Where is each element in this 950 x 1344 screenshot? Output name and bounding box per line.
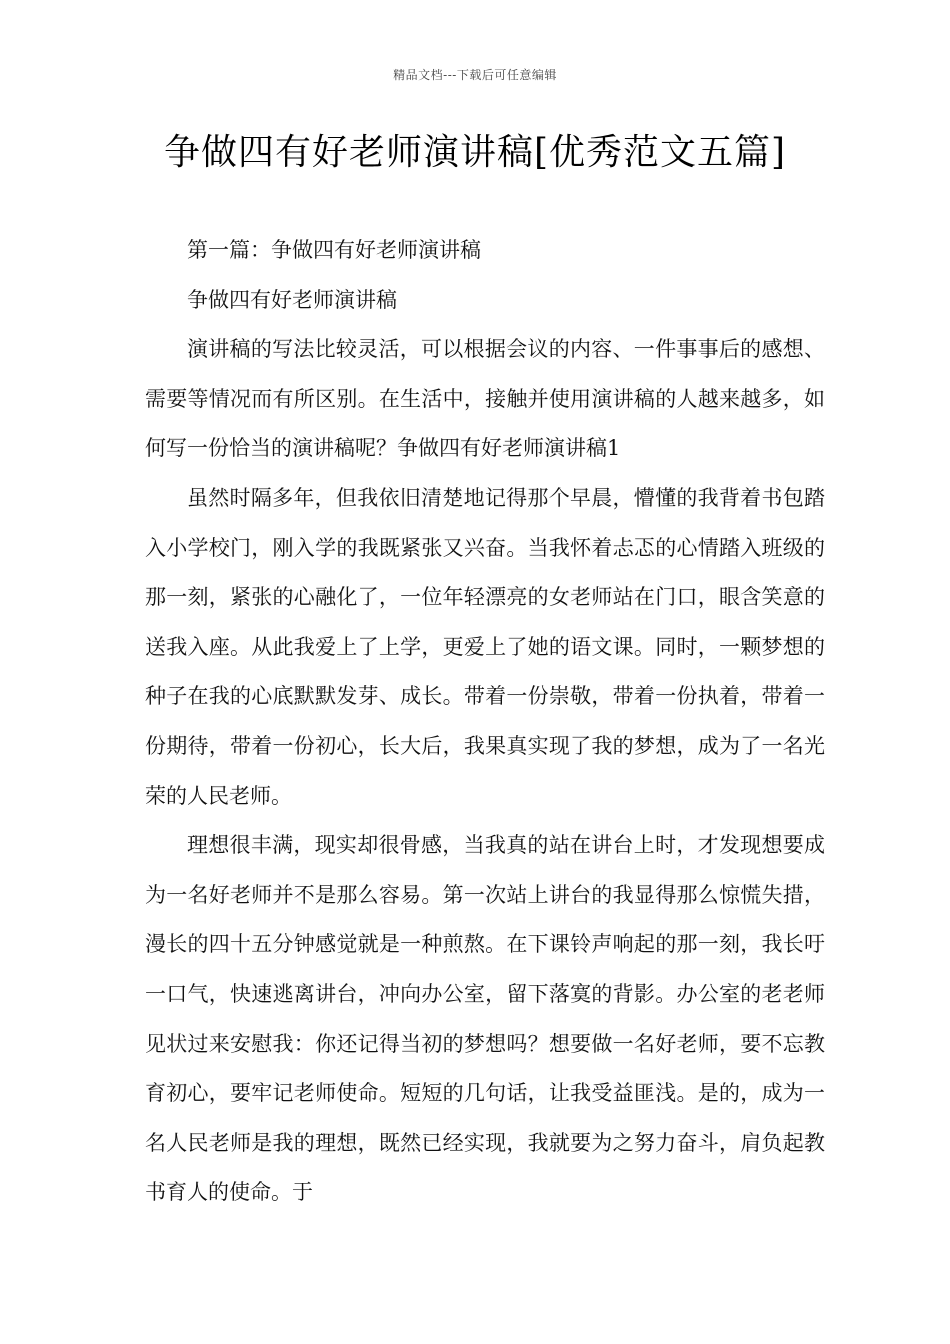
document-body — [145, 226, 825, 1218]
paragraph: 虽然时隔多年，但我依旧清楚地记得那个早晨，懵懂的我背着书包踏入小学校门，刚入学的我既紧张又兴奋。当我怀着忐忑的心情踏入班级的那一刻，紧张的心融化了，一位年轻漂亮的女老师站在门口，眼含笑意的送我入座。从此我爱上了上学，更爱上了她的语文课。同时，一颗梦想的种子在我的心底默默发芽、成长。带着一份崇敬，带着一份执着，带着一份期待，带着一份初心，长大后，我果真实现了我的梦想，成为了一名光荣的人民老师。 — [145, 485, 825, 808]
header-note: 精品文档---下载后可任意编辑 — [393, 68, 557, 82]
document-title: 争做四有好老师演讲稿[优秀范文五篇] — [163, 132, 787, 173]
paragraph-section-heading: 第一篇：争做四有好老师演讲稿 — [187, 238, 481, 262]
paragraph: 演讲稿的写法比较灵活，可以根据会议的内容、一件事事后的感想、需要等情况而有所区别。在生活中，接触并使用演讲稿的人越来越多，如何写一份恰当的演讲稿呢？争做四有好老师演讲稿1 — [145, 337, 825, 461]
paragraph-subtitle: 争做四有好老师演讲稿 — [187, 287, 397, 312]
paragraph: 理想很丰满，现实却很骨感，当我真的站在讲台上时，才发现想要成为一名好老师并不是那么容易。第一次站上讲台的我显得那么惊慌失措，漫长的四十五分钟感觉就是一种煎熬。在下课铃声响起的那一刻，我长吁一口气，快速逃离讲台，冲向办公室，留下落寞的背影。办公室的老老师见状过来安慰我：你还记得当初的梦想吗？想要做一名好老师，要不忘教育初心，要牢记老师使命。短短的几句话，让我受益匪浅。是的，成为一名人民老师是我的理想，既然已经实现，我就要为之努力奋斗，肩负起教书育人的使命。于 — [145, 833, 825, 1205]
